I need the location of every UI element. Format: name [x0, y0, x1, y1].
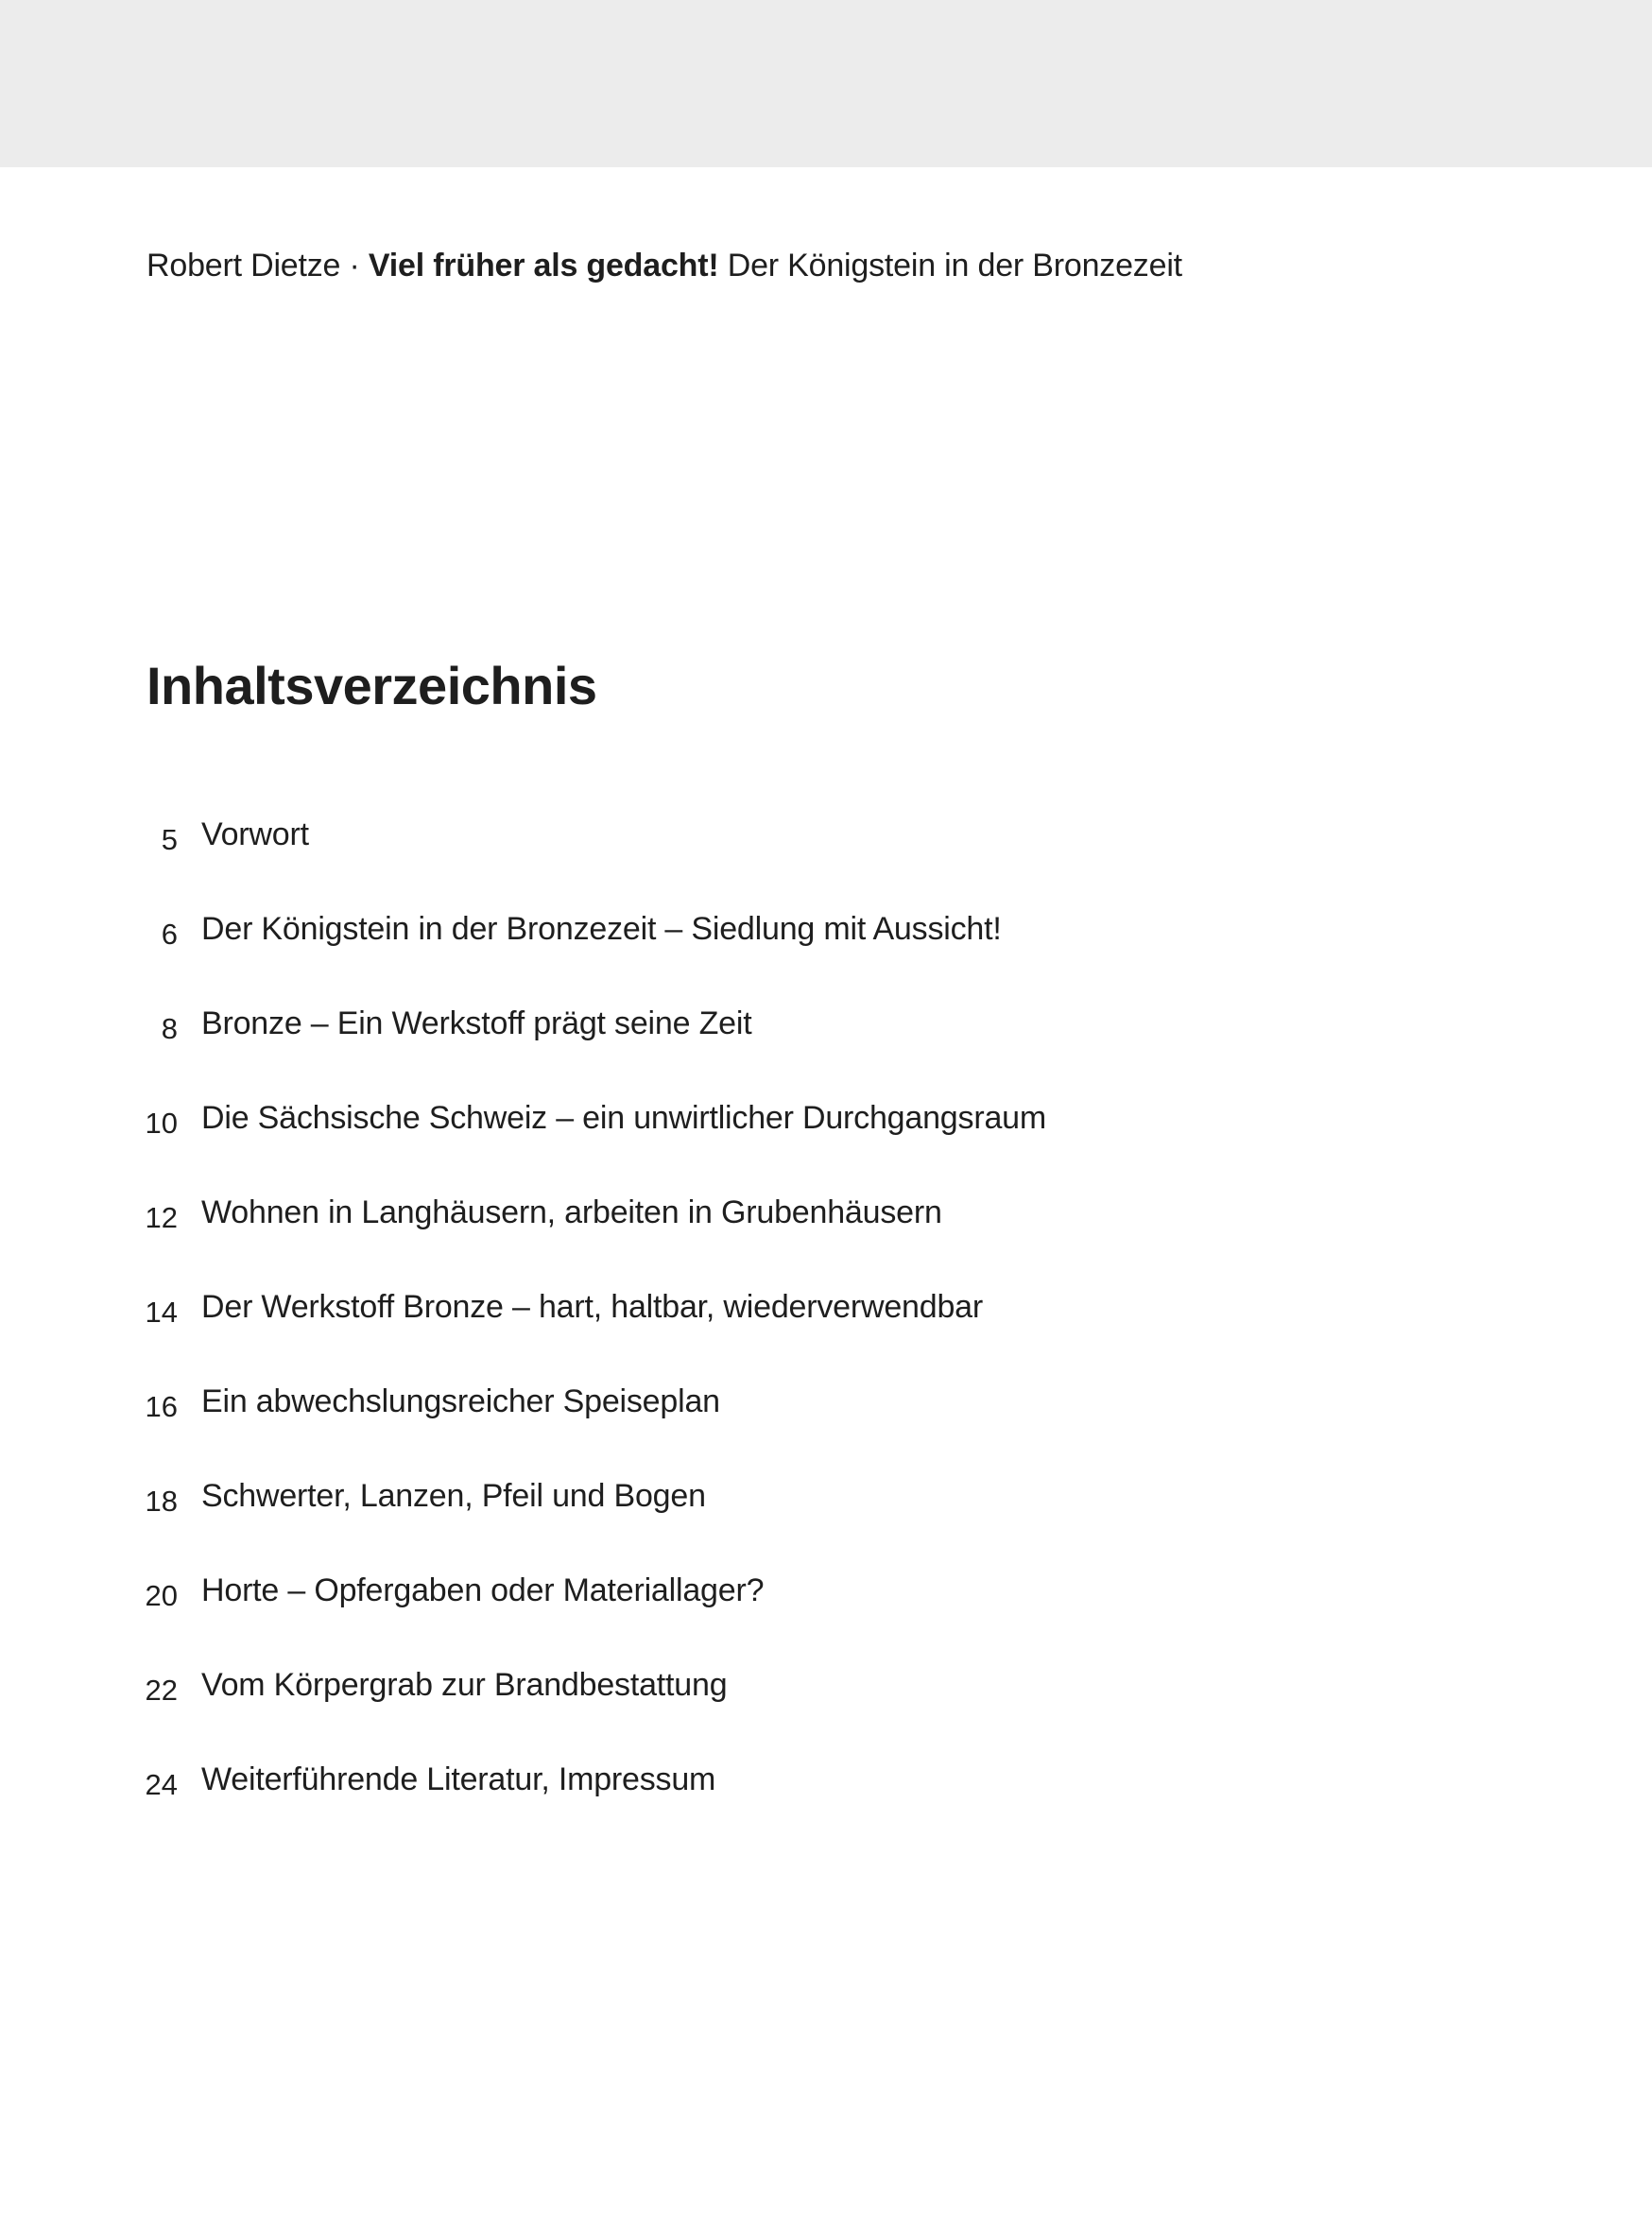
toc-entry-title: Ein abwechslungsreicher Speiseplan — [201, 1383, 720, 1419]
toc-entry-title: Horte – Opfergaben oder Materiallager? — [201, 1572, 765, 1608]
toc-entry-title: Wohnen in Langhäusern, arbeiten in Grubenhäusern — [201, 1194, 942, 1230]
toc-entry[interactable] — [0, 905, 1652, 1000]
toc-entry[interactable] — [0, 1000, 1652, 1094]
toc-entry[interactable] — [0, 1472, 1652, 1567]
toc-page-number: 20 — [145, 1579, 178, 1612]
toc-heading: Inhaltsverzeichnis — [146, 656, 597, 715]
header-separator: · — [340, 248, 369, 283]
toc-entry-title: Die Sächsische Schweiz – ein unwirtlicher Durchgangsraum — [201, 1100, 1046, 1136]
toc-entry-title: Vom Körpergrab zur Brandbestattung — [201, 1667, 728, 1703]
header-author: Robert Dietze — [146, 248, 341, 283]
toc-page-number: 22 — [145, 1674, 178, 1707]
toc-page-number: 10 — [145, 1107, 178, 1140]
toc-page-number: 8 — [161, 1012, 178, 1045]
toc-page-number: 24 — [145, 1768, 178, 1801]
toc-page-number: 16 — [145, 1390, 178, 1423]
toc-entry-title: Schwerter, Lanzen, Pfeil und Bogen — [201, 1478, 706, 1514]
toc-entry-title: Weiterführende Literatur, Impressum — [201, 1761, 716, 1797]
toc-entry[interactable] — [0, 1283, 1652, 1378]
toc-entry[interactable] — [0, 1378, 1652, 1472]
toc-page-number: 6 — [161, 918, 178, 951]
toc-entry[interactable] — [0, 1567, 1652, 1661]
toc-page-number: 5 — [161, 823, 178, 856]
toc-entry[interactable] — [0, 1756, 1652, 1850]
running-header — [146, 241, 1182, 290]
toc-entry[interactable] — [0, 1661, 1652, 1756]
toc-entry[interactable] — [0, 811, 1652, 905]
toc-entry-title: Bronze – Ein Werkstoff prägt seine Zeit — [201, 1005, 752, 1041]
toc-entry[interactable] — [0, 1094, 1652, 1189]
top-band — [0, 0, 1652, 167]
toc-entry-title: Der Königstein in der Bronzezeit – Siedlung mit Aussicht! — [201, 911, 1002, 947]
toc-page-number: 18 — [145, 1485, 178, 1518]
toc-page-number: 12 — [145, 1201, 178, 1234]
toc-page-number: 14 — [145, 1296, 178, 1329]
toc-list — [0, 811, 1652, 1850]
toc-entry-title: Der Werkstoff Bronze – hart, haltbar, wiederverwendbar — [201, 1289, 984, 1325]
toc-entry-title: Vorwort — [201, 816, 309, 852]
header-book-subtitle: Der Königstein in der Bronzezeit — [718, 248, 1182, 283]
toc-entry[interactable] — [0, 1189, 1652, 1283]
header-book-title: Viel früher als gedacht! — [368, 248, 719, 283]
